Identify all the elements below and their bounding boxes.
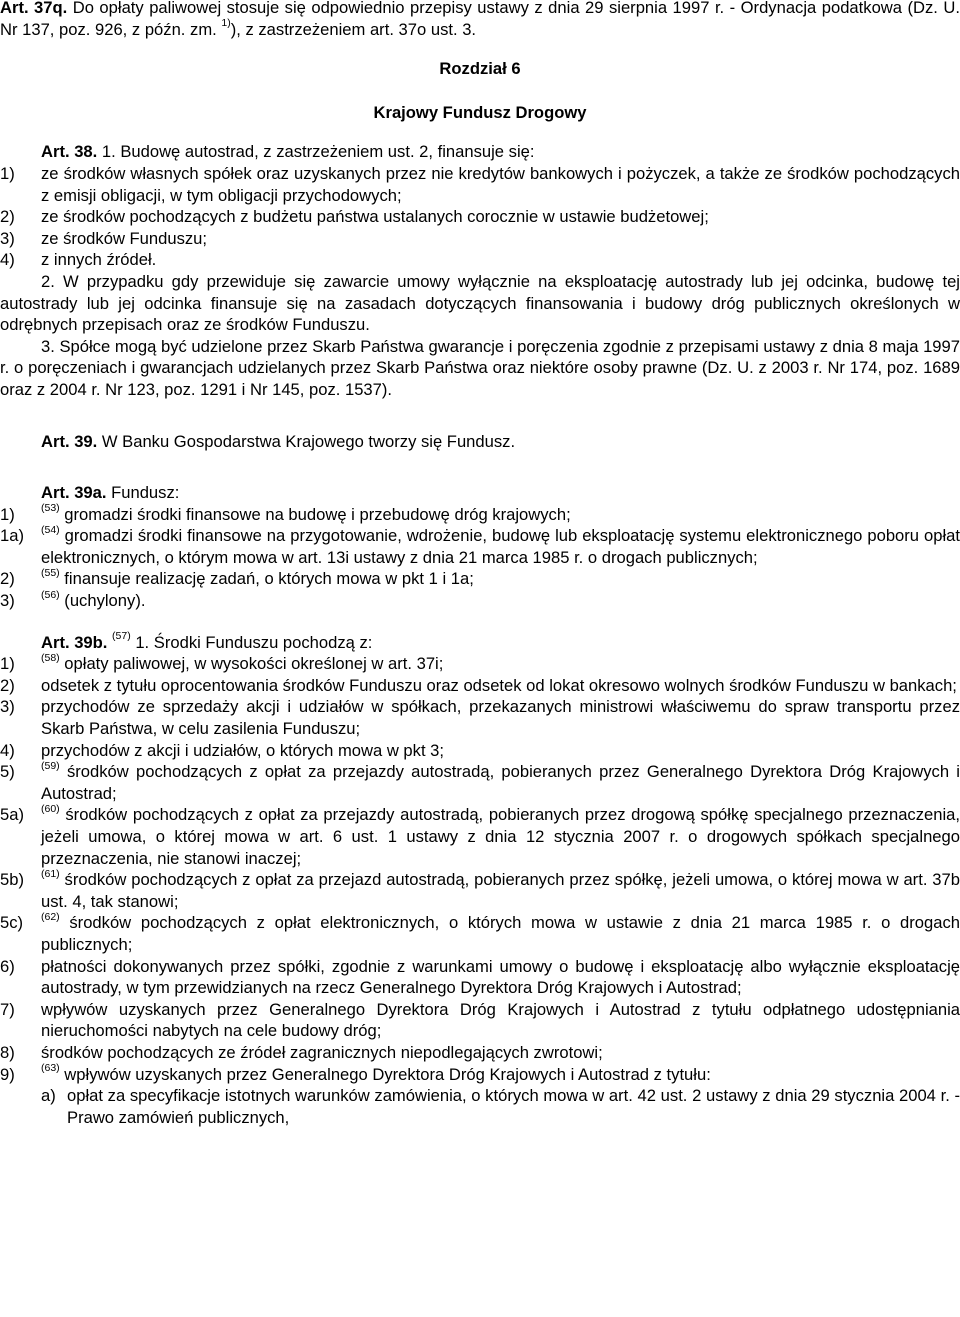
item-text: środków pochodzących ze źródeł zagranicznych niepodlegających zwrotowi; [41,1042,603,1062]
list-item [0,1064,960,1086]
item-text: ze środków Funduszu; [41,228,208,248]
footnote-ref: (58) [41,651,60,664]
item-number: 5a) [0,805,24,825]
item-text: środków pochodzących z opłat za przejazdy autostradą, pobieranych przez drogową spółkę specjalnego przeznaczenia, jeżeli umowa, o której mowa w art. 6 ust. 1 ustawy z dnia 12 stycznia 2007 r. o drogowych spółkach specjalnego przeznaczenia, nie stanowi inaczej; [41,805,960,868]
art-37q-text-b: ), z zastrzeżeniem art. 37o ust. 3. [230,19,477,39]
item-text: wpływów uzyskanych przez Generalnego Dyrektora Dróg Krajowych i Autostrad z tytułu: [59,1064,711,1084]
art-37q-paragraph [0,0,960,40]
art-39b-items [0,653,960,1085]
item-number: 8) [0,1042,15,1062]
item-number: 4) [0,740,15,760]
item-text: płatności dokonywanych przez spółki, zgodnie z warunkami umowy o budowę i eksploatację albo wyłącznie eksploatację autostrady, w tym przewidzianych na rzecz Generalnego Dyrektora Dróg Krajowych i Autostrad; [41,956,960,998]
item-text: gromadzi środki finansowe na budowę i przebudowę dróg krajowych; [59,504,571,524]
art-39-text: W Banku Gospodarstwa Krajowego tworzy się Fundusz. [97,431,516,451]
list-item [0,804,960,869]
item-number: 1) [0,504,15,524]
art-37q-label: Art. 37q. [0,0,68,17]
item-number: 1a) [0,526,24,546]
item-number: 5c) [0,913,24,933]
art-39a-label: Art. 39a. [41,483,107,503]
art-37q-text-a: Do opłaty paliwowej stosuje się odpowiednio przepisy ustawy z dnia 29 sierpnia 1997 r. - Ordynacja podatkowa (Dz. U. Nr 137, poz. 926, z późn. zm. [0,0,960,39]
art-38-intro [0,141,960,163]
item-number: 3) [0,697,15,717]
list-item [0,999,960,1042]
item-text: środków pochodzących z opłat za przejazd autostradą, pobieranych przez spółkę, jeżeli umowa, o której mowa w art. 37b ust. 4, tak stanowi; [41,870,960,911]
item-number: 3) [0,591,15,611]
list-item [0,228,960,250]
art-38-intro-text: 1. Budowę autostrad, z zastrzeżeniem ust. 2, finansuje się: [97,142,535,162]
art-39b-intro-text: 1. Środki Funduszu pochodzą z: [130,632,373,652]
item-number: 6) [0,956,15,976]
footnote-ref: 1) [221,17,231,30]
list-item [0,590,960,612]
art-39-paragraph [0,431,960,453]
item-number: 1) [0,163,15,183]
footnote-ref: (53) [41,502,60,515]
art-38-label: Art. 38. [41,142,98,162]
item-number: 5b) [0,870,24,890]
list-item [0,956,960,999]
art-39b-intro [0,632,960,654]
footnote-ref: (56) [41,588,60,601]
list-item [0,1042,960,1064]
footnote-ref: (57) [112,630,131,643]
subitem-letter: a) [41,1086,56,1106]
list-item [0,912,960,955]
footnote-ref: (60) [41,802,60,815]
chapter-title: Krajowy Fundusz Drogowy [373,102,587,122]
item-text: środków pochodzących z opłat za przejazdy autostradą, pobieranych przez Generalnego Dyrektora Dróg Krajowych i Autostrad; [41,762,960,803]
item-number: 3) [0,228,15,248]
item-text: środków pochodzących z opłat elektronicznych, o których mowa w ustawie z dnia 21 marca 1985 r. o drogach publicznych; [41,913,960,954]
footnote-ref: (62) [41,910,60,923]
list-item [0,653,960,675]
list-item [0,568,960,590]
item-number: 2) [0,675,15,695]
list-item [0,206,960,228]
sub-list-item [0,1085,960,1128]
list-item [0,696,960,739]
item-number: 2) [0,569,15,589]
item-number: 2) [0,207,15,227]
item-number: 5) [0,762,15,782]
item-text: odsetek z tytułu oprocentowania środków Funduszu oraz odsetek od lokat okresowo wolnych środków Funduszu w bankach; [41,675,957,695]
chapter-number: Rozdział 6 [439,59,521,79]
list-item [0,740,960,762]
list-item [0,163,960,206]
list-item [0,869,960,912]
item-text: opłaty paliwowej, w wysokości określonej w art. 37i; [59,654,444,674]
item-number: 9) [0,1064,15,1084]
art-38-paragraph-3: 3. Spółce mogą być udzielone przez Skarb Państwa gwarancje i poręczenia zgodnie z przepisami ustawy z dnia 8 maja 1997 r. o poręczeniach i gwarancjach udzielanych przez Skarb Państwa oraz niektóre osoby prawne (Dz. U. z 2003 r. Nr 174, poz. 1689 oraz z 2004 r. Nr 123, poz. 1291 i Nr 145, poz. 1537). [0,336,960,399]
item-text: finansuje realizację zadań, o których mowa w pkt 1 i 1a; [59,569,474,589]
footnote-ref: (63) [41,1062,60,1074]
item-number: 7) [0,999,15,1019]
subitem-text: opłat za specyfikacje istotnych warunków zamówienia, o których mowa w art. 42 ust. 2 ustawy z dnia 29 stycznia 2004 r. - Prawo zamówień publicznych, [67,1086,960,1127]
item-number: 1) [0,654,15,674]
footnote-ref: (61) [41,867,60,880]
item-text: (uchylony). [59,591,146,611]
footnote-ref: (54) [41,523,60,536]
footnote-ref: (59) [41,759,60,772]
art-39b-label: Art. 39b. [41,632,108,652]
list-item [0,249,960,271]
item-number: 4) [0,250,15,270]
item-text: ze środków pochodzących z budżetu państwa ustalanych corocznie w ustawie budżetowej; [41,207,709,227]
art-39a-intro-text: Fundusz: [106,483,180,503]
list-item [0,504,960,526]
list-item [0,525,960,568]
item-text: ze środków własnych spółek oraz uzyskanych przez nie kredytów bankowych i pożyczek, a także ze środków pochodzących z emisji obligacji, w tym obligacji przychodowych; [41,163,960,205]
art-39a-intro [0,482,960,504]
list-item [0,675,960,697]
art-39-label: Art. 39. [41,431,98,451]
item-text: przychodów z akcji i udziałów, o których mowa w pkt 3; [41,740,445,760]
item-text: z innych źródeł. [41,250,157,270]
list-item [0,761,960,804]
item-text: wpływów uzyskanych przez Generalnego Dyrektora Dróg Krajowych i Autostrad z tytułu odpłatnego udostępniania nieruchomości nabytych na cele budowy dróg; [41,999,960,1041]
item-text: gromadzi środki finansowe na przygotowanie, wdrożenie, budowę lub eksploatację systemu elektronicznego poboru opłat elektronicznych, o którym mowa w art. 13i ustawy z dnia 21 marca 1985 r. o drogach publicznych; [41,526,960,567]
footnote-ref: (55) [41,566,60,579]
art-38-paragraph-2: 2. W przypadku gdy przewiduje się zawarcie umowy wyłącznie na eksploatację autostrady lub jej odcinka, budowę tej autostrady lub jej odcinka finansuje się na zasadach dotyczących finansowania i budowy dróg publicznych określonych w odrębnych przepisach oraz ze środków Funduszu. [0,271,960,335]
item-text: przychodów ze sprzedaży akcji i udziałów w spółkach, przekazanych ministrowi właściwemu do spraw transportu przez Skarb Państwa, w celu zasilenia Funduszu; [41,697,960,739]
